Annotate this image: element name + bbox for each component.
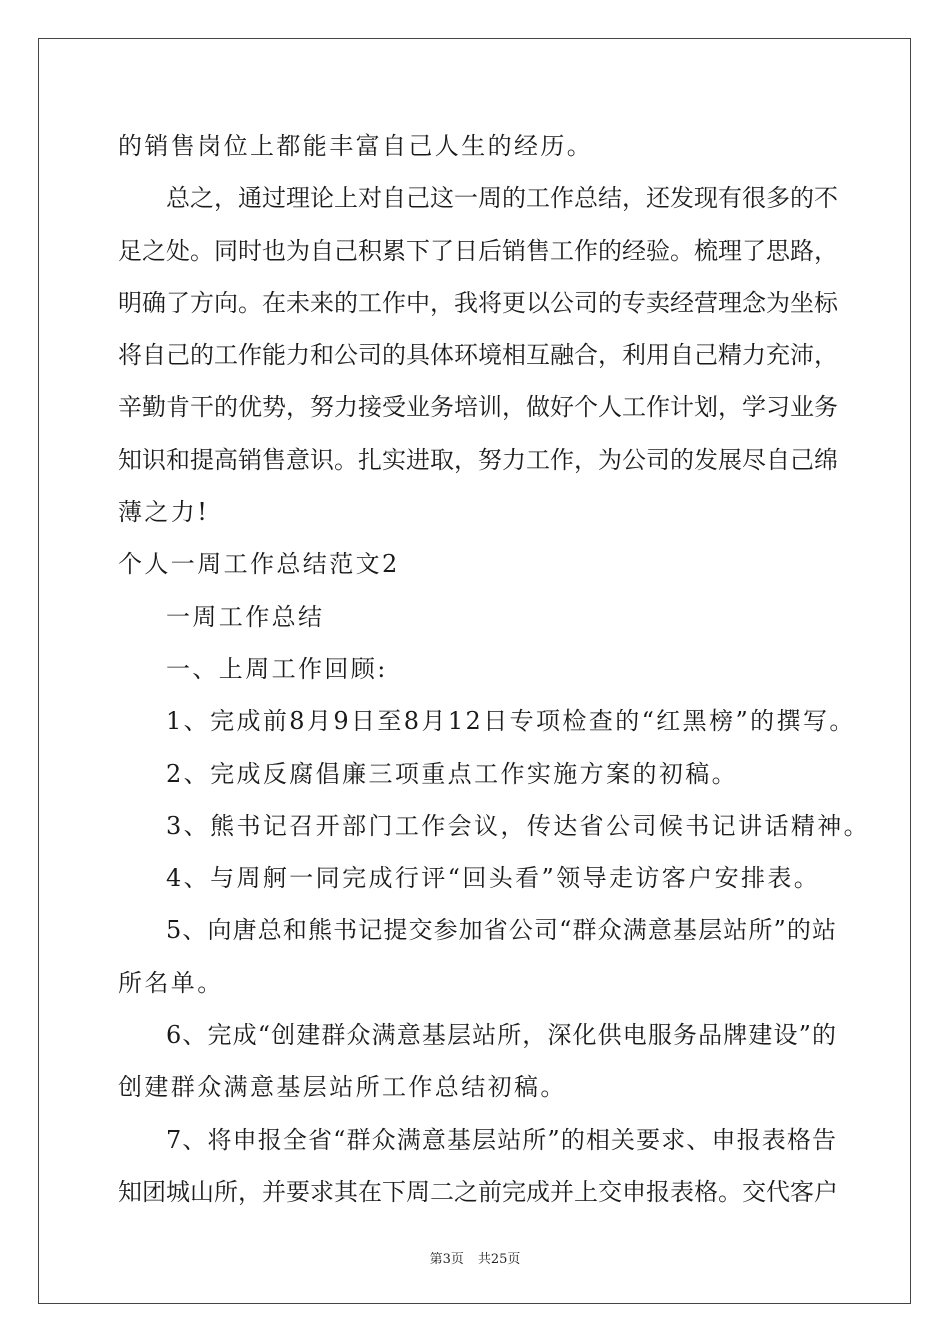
subheading: 一周工作总结 (166, 602, 325, 631)
text-line: 的销售岗位上都能丰富自己人生的经历。 (118, 132, 594, 160)
list-item: 4、与周舸一同完成行评“回头看”领导走访客户安排表。 (166, 864, 821, 893)
list-item-continuation: 所名单。 (118, 968, 224, 997)
list-item: 6、完成“创建群众满意基层站所，深化供电服务品牌建设”的 (166, 1021, 836, 1050)
subheading: 一、上周工作回顾: (166, 654, 388, 683)
text-line: 薄之力! (118, 498, 210, 527)
text-line: 明确了方向。在未来的工作中，我将更以公司的专卖经营理念为坐标 (118, 288, 838, 317)
list-item: 7、将申报全省“群众满意基层站所”的相关要求、申报表格告 (166, 1125, 836, 1154)
text-line: 知识和提高销售意识。扎实进取，努力工作，为公司的发展尽自己绵 (118, 445, 838, 474)
text-line: 辛勤肯干的优势，努力接受业务培训，做好个人工作计划，学习业务 (118, 393, 838, 422)
text-line: 总之，通过理论上对自己这一周的工作总结，还发现有很多的不 (166, 184, 838, 213)
list-item: 2、完成反腐倡廉三项重点工作实施方案的初稿。 (166, 759, 739, 788)
list-item-continuation: 创建群众满意基层站所工作总结初稿。 (118, 1073, 567, 1102)
text-line: 将自己的工作能力和公司的具体环境相互融合，利用自己精力充沛， (118, 341, 838, 370)
list-item-continuation: 知团城山所，并要求其在下周二之前完成并上交申报表格。交代客户 (118, 1177, 838, 1206)
page-footer (0, 1248, 950, 1267)
page-total: 共25页 (477, 1252, 521, 1267)
page-number: 第3页 (429, 1252, 464, 1267)
document-body (118, 126, 871, 1224)
text-line: 足之处。同时也为自己积累下了日后销售工作的经验。梳理了思路， (118, 236, 838, 265)
list-item: 3、熊书记召开部门工作会议，传达省公司候书记讲话精神。 (166, 811, 871, 840)
list-item: 1、完成前8月9日至8月12日专项检查的“红黑榜”的撰写。 (166, 707, 856, 736)
section-heading: 个人一周工作总结范文2 (118, 550, 400, 579)
list-item: 5、向唐总和熊书记提交参加省公司“群众满意基层站所”的站 (166, 916, 836, 945)
